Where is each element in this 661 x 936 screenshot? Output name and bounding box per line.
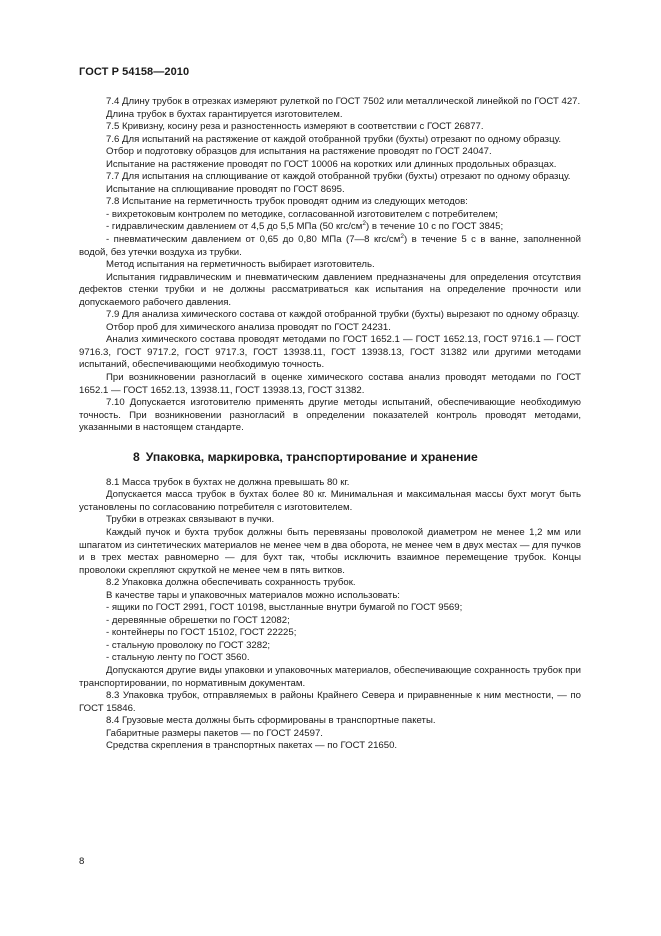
paragraph: Испытание на сплющивание проводят по ГОСТ 8695. [106,183,345,195]
paragraph: Анализ химического состава проводят методами по ГОСТ 1652.1 — ГОСТ 1652.13, ГОСТ 9716.1 — ГОСТ 9716.3, ГОСТ 9717.2, ГОСТ 9717.3, ГОСТ 13938.11, ГОСТ 13938.13, ГОСТ 31382 или другими методами испытаний, обеспечивающими необходимую точность. [79,334,581,371]
paragraph: 7.9 Для анализа химического состава от каждой отобранной трубки (бухты) вырезают по одному образцу. [106,309,580,321]
paragraph: Испытание на растяжение проводят по ГОСТ 10006 на коротких или длинных продольных образцах. [106,158,557,170]
text-part: - пневматическим давлением от 0,65 до 0,80 МПа (7—8 кгс/см [106,234,401,246]
paragraph: Отбор и подготовку образцов для испытания на растяжение проводят по ГОСТ 24047. [106,146,492,158]
paragraph: Габаритные размеры пакетов — по ГОСТ 24597. [106,727,323,739]
paragraph: 8.3 Упаковка трубок, отправляемых в районы Крайнего Севера и приравненные к ним местности, — по ГОСТ 15846. [79,690,581,714]
paragraph: Длина трубок в бухтах гарантируется изготовителем. [106,108,343,120]
paragraph: При возникновении разногласий в оценке химического состава анализ проводят методами по ГОСТ 1652.1 — ГОСТ 1652.13, 13938.11, ГОСТ 13938.13, ГОСТ 31382. [79,372,581,396]
list-item: - ящики по ГОСТ 2991, ГОСТ 10198, выстланные внутри бумагой по ГОСТ 9569; [106,602,463,614]
paragraph: 7.6 Для испытаний на растяжение от каждой отобранной трубки (бухты) отрезают по одному образцу. [106,133,562,145]
list-item: - стальную проволоку по ГОСТ 3282; [106,639,271,651]
paragraph: 7.5 Кривизну, косину реза и разностенность измеряют в соответствии с ГОСТ 26877. [106,121,484,133]
list-item-pneumatic [79,234,581,259]
document-body [79,96,581,753]
paragraph: 7.4 Длину трубок в отрезках измеряют рулеткой по ГОСТ 7502 или металлической линейкой по ГОСТ 427. [106,96,581,107]
paragraph: В качестве тары и упаковочных материалов можно использовать: [106,589,400,601]
paragraph: Испытания гидравлическим и пневматическим давлением предназначены для определения отсутствия дефектов стенки трубки и не должны рассматриваться как испытания на определение прочности или допускаемого рабочего давления. [79,271,581,308]
paragraph: 7.8 Испытание на герметичность трубок проводят одним из следующих методов: [106,196,468,208]
text-part: - гидравлическим давлением от 4,5 до 5,5 МПа (50 кгс/см [106,221,363,233]
superscript: 2 [362,220,366,228]
paragraph: Допускаются другие виды упаковки и упаковочных материалов, обеспечивающие сохранность трубок при транспортировании, по нормативным документам. [79,664,581,689]
paragraph: Средства скрепления в транспортных пакетах — по ГОСТ 21650. [106,740,398,752]
document-header: ГОСТ Р 54158—2010 [79,66,190,78]
list-item: - вихретоковым контролем по методике, согласованной изготовителем с потребителем; [106,208,498,220]
superscript: 2 [400,232,404,240]
paragraph: Трубки в отрезках связывают в пучки. [106,514,275,526]
section-title: Упаковка, маркировка, транспортирование и хранение [145,449,478,464]
paragraph: Допускается масса трубок в бухтах более 80 кг. Минимальная и максимальная массы бухт могут быть установлены по согласованию потребителя с изготовителем. [79,489,581,513]
paragraph: 7.7 Для испытания на сплющивание от каждой отобранной трубки (бухты) отрезают по одному образцу. [106,171,571,183]
paragraph: 8.1 Масса трубок в бухтах не должна превышать 80 кг. [106,476,350,488]
page-number: 8 [79,856,85,867]
text-part: ) в течение 10 с по ГОСТ 3845; [365,221,504,233]
section-heading [79,449,581,465]
section-number: 8 [133,449,140,464]
paragraph: 8.4 Грузовые места должны быть сформированы в транспортные пакеты. [106,715,436,727]
paragraph: 8.2 Упаковка должна обеспечивать сохранность трубок. [106,577,356,589]
list-item: - деревянные обрешетки по ГОСТ 12082; [106,614,290,626]
text-part: ) в течение 5 с в ванне, заполненной водой, без утечки воздуха из трубки. [79,234,581,258]
list-item-hydraulic [79,221,581,234]
paragraph: Отбор проб для химического анализа проводят по ГОСТ 24231. [106,321,391,333]
paragraph: Метод испытания на герметичность выбирает изготовитель. [106,259,375,271]
paragraph: Каждый пучок и бухта трубок должны быть перевязаны проволокой диаметром не менее 1,2 мм или шпагатом из синтетических материалов не менее чем в два оборота, не менее чем в двух местах — для пучков и в трех местах равномерно — для бухт так, чтобы исключить взаимное перемещение трубок. Концы проволоки скрепляют скруткой не менее чем в пять витков. [79,526,581,576]
list-item: - контейнеры по ГОСТ 15102, ГОСТ 22225; [106,627,297,639]
list-item: - стальную ленту по ГОСТ 3560. [106,652,250,664]
paragraph: 7.10 Допускается изготовителю применять другие методы испытаний, обеспечивающие необходимую точность. При возникновении разногласий в определении показателей контроль проводят методами, указанными в настоящем стандарте. [79,397,581,434]
